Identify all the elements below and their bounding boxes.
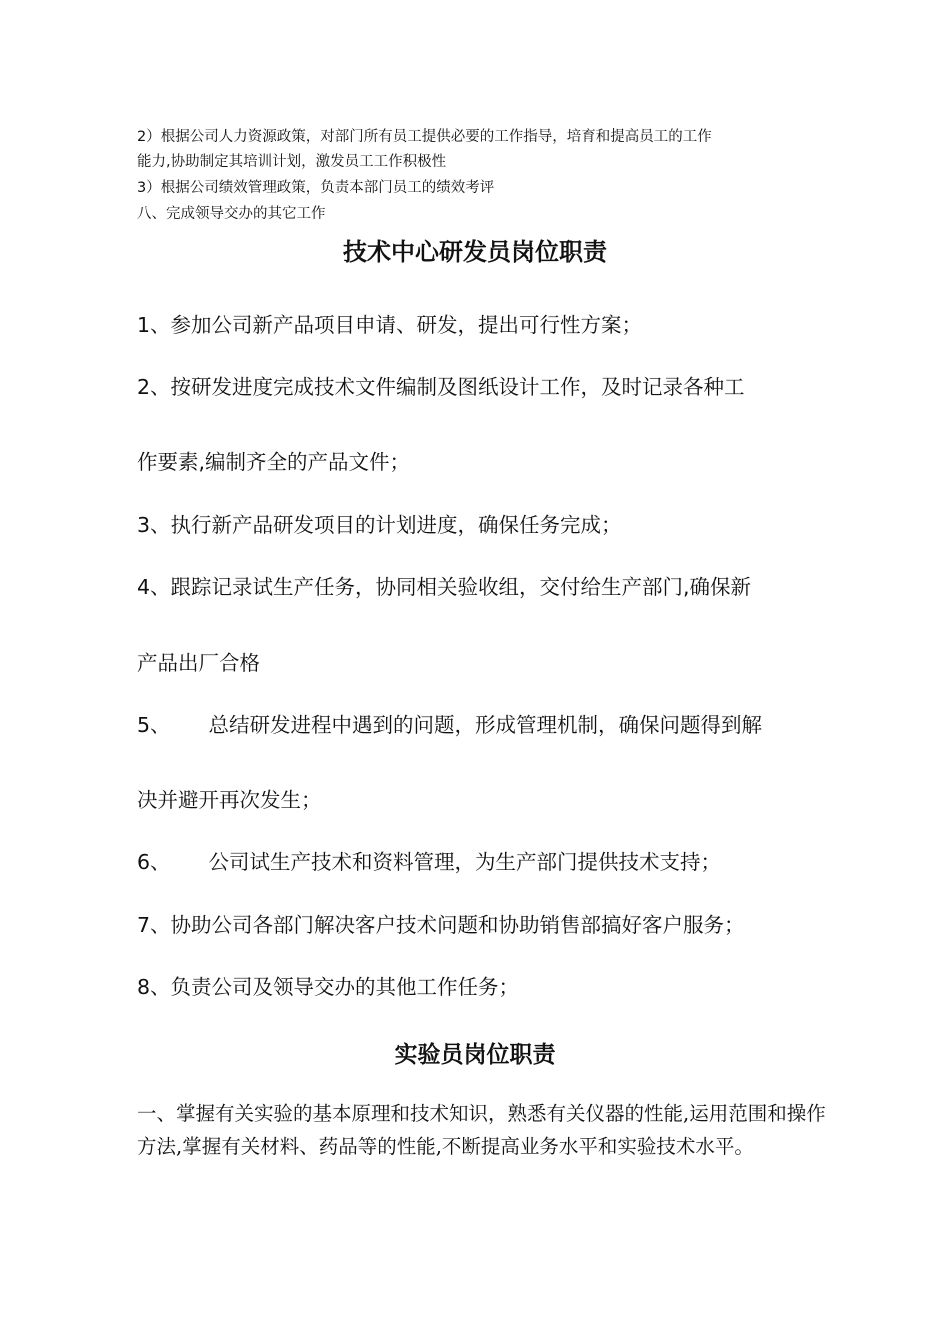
duty-item-continuation xyxy=(137,650,260,676)
item-number: 6 xyxy=(137,850,151,874)
item-number: 7 xyxy=(137,913,151,937)
item-text: 决并避开再次发生； xyxy=(137,788,322,812)
duty-item-continuation xyxy=(137,449,410,475)
item-number: 8 xyxy=(137,975,151,999)
item-text: 、协助公司各部门解决客户技术问题和协助销售部搞好客户服务； xyxy=(150,913,745,937)
duty-item xyxy=(137,574,751,600)
item-text: 产品出厂合格 xyxy=(137,651,260,675)
item-text: 、执行新产品研发项目的计划进度，确保任务完成； xyxy=(150,513,622,537)
duty-item xyxy=(137,912,745,938)
item-text: 、 xyxy=(150,713,171,737)
item-text: 总结研发进程中遇到的问题，形成管理机制，确保问题得到解 xyxy=(208,713,763,737)
duty-item xyxy=(137,374,745,400)
item-text: 、负责公司及领导交办的其他工作任务； xyxy=(150,975,520,999)
item-text: 公司试生产技术和资料管理，为生产部门提供技术支持； xyxy=(208,850,722,874)
item-number: 3 xyxy=(137,513,151,537)
item-text: 、 xyxy=(150,850,171,874)
item-text: 、参加公司新产品项目申请、研发，提出可行性方案； xyxy=(150,313,643,337)
duty-item xyxy=(137,849,721,875)
duty-item xyxy=(137,512,622,538)
duty-item xyxy=(137,974,519,1000)
duty-item-continuation xyxy=(137,787,322,813)
item-number: 1 xyxy=(137,313,151,337)
section-title-rd: 技术中心研发员岗位职责 xyxy=(343,237,607,266)
item-number: 5 xyxy=(137,713,151,737)
text-line: 八、完成领导交办的其它工作 xyxy=(137,206,326,222)
item-number: 4 xyxy=(137,575,151,599)
lab-duty-paragraph: 一、掌握有关实验的基本原理和技术知识，熟悉有关仪器的性能,运用范围和操作方法,掌握有关材料、药品等的性能,不断提高业务水平和实验技术水平。 xyxy=(137,1102,826,1158)
section-title-lab: 实验员岗位职责 xyxy=(394,1041,556,1068)
text-line: 能力,协助制定其培训计划，激发员工工作积极性 xyxy=(137,154,447,170)
item-number: 2 xyxy=(137,375,151,399)
duty-item xyxy=(137,712,762,738)
text-line: 2）根据公司人力资源政策，对部门所有员工提供必要的工作指导，培育和提高员工的工作 xyxy=(137,129,712,145)
item-text: 、跟踪记录试生产任务，协同相关验收组，交付给生产部门,确保新 xyxy=(150,575,752,599)
item-text: 、按研发进度完成技术文件编制及图纸设计工作，及时记录各种工 xyxy=(150,375,745,399)
duty-item xyxy=(137,312,642,338)
item-text: 作要素,编制齐全的产品文件； xyxy=(137,450,411,474)
text-line: 3）根据公司绩效管理政策，负责本部门员工的绩效考评 xyxy=(137,180,495,196)
